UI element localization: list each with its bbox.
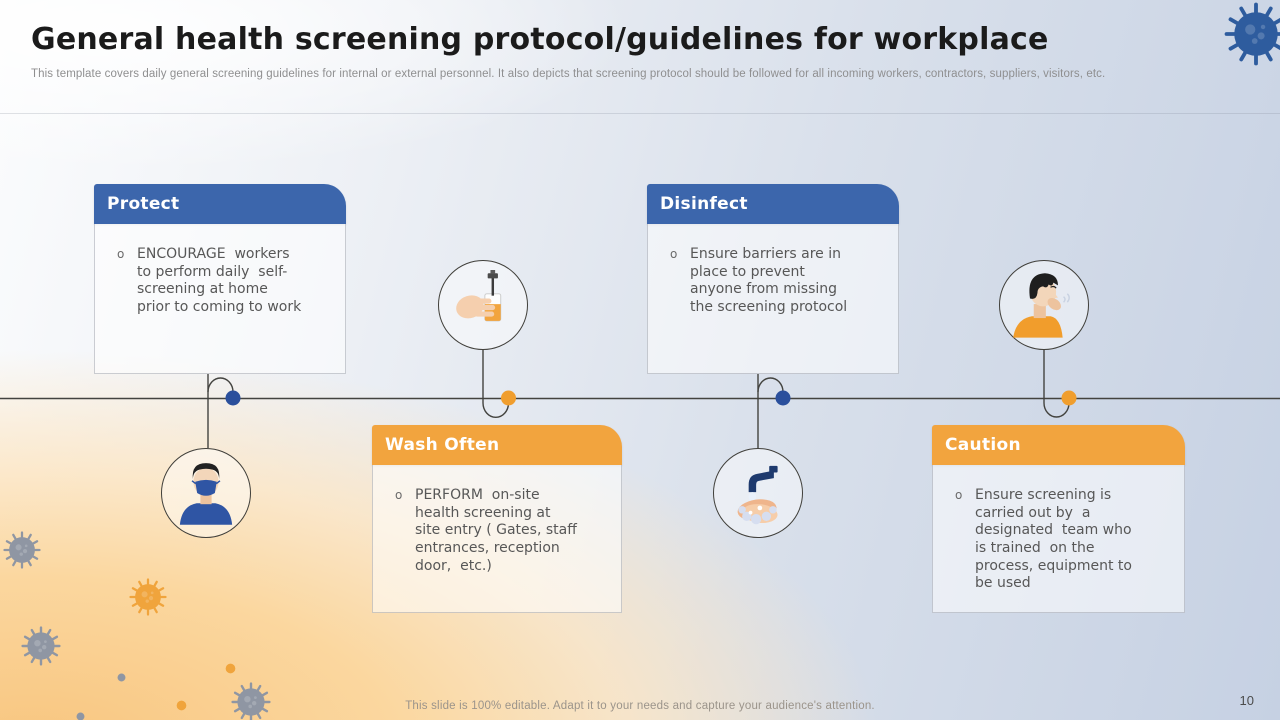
- virus-dot-icon: [117, 669, 126, 678]
- virus-icon: [1224, 2, 1280, 66]
- card-wash-often-header: [372, 425, 622, 465]
- bullet-marker: o: [117, 247, 125, 261]
- connector-hook: [1044, 403, 1069, 417]
- card-disinfect-title: Disinfect: [660, 194, 748, 214]
- connector-hook: [758, 378, 783, 392]
- page-title: General health screening protocol/guidelines for workplace: [31, 22, 1049, 57]
- card-wash-often-text: PERFORM on-site health screening at site entry ( Gates, staff entrances, reception door, etc.): [415, 487, 582, 574]
- card-protect-title: Protect: [107, 194, 180, 214]
- list-item: [955, 487, 1142, 593]
- page-subtitle: This template covers daily general screening guidelines for internal or external personnel. It also depicts that screening protocol should be followed for all incoming workers, contractors, suppliers, visitors, etc.: [31, 68, 1106, 80]
- card-caution: [932, 425, 1185, 613]
- virus-icon: [21, 626, 61, 666]
- card-wash-often-title: Wash Often: [385, 435, 500, 455]
- timeline-dot: [226, 391, 241, 406]
- hand-sanitizer-icon: [438, 260, 528, 350]
- card-caution-header: [932, 425, 1185, 465]
- card-disinfect-body: [647, 224, 899, 374]
- page-number: 10: [1239, 693, 1254, 708]
- connector-hook: [208, 378, 233, 392]
- card-wash-often-body: [372, 465, 622, 613]
- list-item: [117, 246, 303, 317]
- bullet-marker: o: [670, 247, 678, 261]
- card-caution-text: Ensure screening is carried out by a designated team who is trained on the process, equipment to be used: [975, 487, 1141, 592]
- timeline-dot: [501, 391, 516, 406]
- card-caution-body: [932, 465, 1185, 613]
- virus-icon: [129, 578, 167, 616]
- masked-worker-icon: [161, 448, 251, 538]
- coughing-person-icon: [999, 260, 1089, 350]
- timeline-dot: [776, 391, 791, 406]
- virus-dot-icon: [225, 661, 236, 672]
- hand-washing-icon: [713, 448, 803, 538]
- card-disinfect: [647, 184, 899, 374]
- bullet-marker: o: [395, 488, 403, 502]
- card-disinfect-header: [647, 184, 899, 224]
- timeline-dot: [1062, 391, 1077, 406]
- card-protect-text: ENCOURAGE workers to perform daily self-screening at home prior to coming to work: [137, 246, 302, 315]
- card-disinfect-text: Ensure barriers are in place to prevent anyone from missing the screening protocol: [690, 246, 848, 315]
- card-caution-title: Caution: [945, 435, 1021, 455]
- card-protect-header: [94, 184, 346, 224]
- header-divider: [0, 113, 1280, 114]
- virus-icon: [3, 531, 41, 569]
- card-protect: [94, 184, 346, 374]
- card-wash-often: [372, 425, 622, 613]
- connector-hook: [483, 403, 509, 417]
- list-item: [670, 246, 856, 317]
- bullet-marker: o: [955, 488, 963, 502]
- slide-footer: This slide is 100% editable. Adapt it to your needs and capture your audience's attention.: [405, 700, 875, 712]
- card-protect-body: [94, 224, 346, 374]
- list-item: [395, 487, 582, 575]
